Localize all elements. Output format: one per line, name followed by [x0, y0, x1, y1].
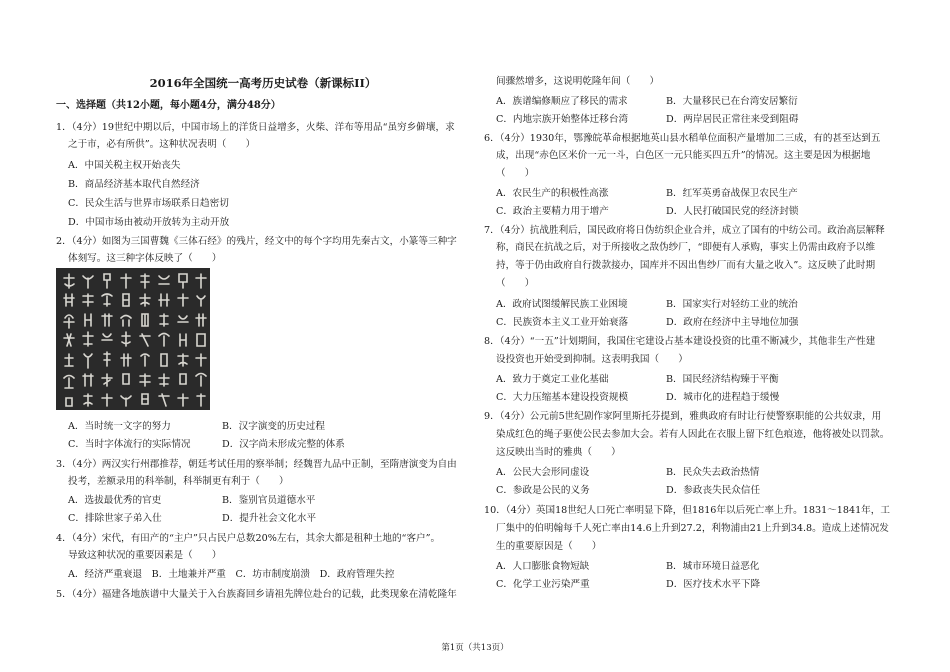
- question-10-stem: 厂集中的伯明翰每千人死亡率由14.6上升到27.2，利物浦由21上升到34.8。造成上述情况发: [496, 523, 889, 534]
- option-a: A．致力于奠定工业化基础: [496, 374, 609, 385]
- option-c: C．参政是公民的义务: [496, 485, 590, 496]
- question-2-stem: 2．（4分）如图为三国曹魏《三体石经》的残片，经文中的每个字均用先秦古文，小篆等三种字: [56, 236, 457, 247]
- option-a: A．族谱编修顺应了移民的需求: [496, 96, 628, 107]
- question-3-stem: 3．（4分）两汉实行州郡推荐，朝廷考试任用的察举制；经魏晋九品中正制，至隋唐演变为自由: [56, 459, 457, 470]
- question-9-stem: 这反映出当时的雅典（ ）: [496, 447, 621, 458]
- exam-title: 2016年全国统一高考历史试卷（新课标II）: [149, 76, 377, 90]
- option-a: A．公民大会形同虚设: [496, 467, 590, 478]
- option-c: C．化学工业污染严重: [496, 579, 590, 590]
- option-a: A．农民生产的积极性高涨: [496, 188, 609, 199]
- question-4-stem: 导致这种状况的重要因素是（ ）: [68, 550, 222, 561]
- option-b: B．国家实行对轻纺工业的统治: [666, 299, 798, 310]
- question-7-stem: 持，等于仍由政府自行拨款接办，国库并不因出售纱厂而有大量之收入”。这反映了此时期: [496, 260, 876, 271]
- option-b: B．大量移民已在台湾安居繁衍: [666, 96, 798, 107]
- question-6-stem: 6．（4分）1930年，鄂豫皖革命根据地英山县水稻单位面积产量增加二三成，有的甚至达到五: [484, 133, 881, 144]
- question-1-stem: 之于市，必有所供”。这种状况表明（ ）: [68, 139, 256, 150]
- question-5-stem: 5．（4分）福建各地族谱中大量关于入台族裔回乡请祖先牌位赴台的记载，此类现象在清乾隆年: [56, 589, 457, 600]
- option-d: D．中国市场由被动开放转为主动开放: [68, 217, 230, 228]
- option-c: C．排除世家子弟入仕: [68, 513, 162, 524]
- option-a: A．选拔最优秀的官吏: [68, 495, 162, 506]
- option-c: C．民众生活与世界市场联系日趋密切: [68, 198, 229, 209]
- option-b: B．汉字演变的历史过程: [222, 421, 325, 432]
- option-a: A．当时统一文字的努力: [68, 421, 171, 432]
- option-b: B．商品经济基本取代自然经济: [68, 179, 200, 190]
- option-c: C．大力压缩基本建设投资规模: [496, 392, 629, 403]
- option-d: D．城市化的进程趋于缓慢: [666, 392, 780, 403]
- option-a: A．中国关税主权开始丧失: [68, 160, 181, 171]
- option-d: D．提升社会文化水平: [222, 513, 317, 524]
- page-footer: 第1页（共13页）: [441, 643, 509, 653]
- question-8-stem: 设投资也开始受到抑制。这表明我国（ ）: [496, 354, 688, 365]
- option-c: C．民族资本主义工业开始衰落: [496, 317, 629, 328]
- question-4-options: A．经济严重衰退 B．土地兼并严重 C．坊市制度崩溃 D．政府管理失控: [68, 569, 395, 580]
- option-d: D．医疗技术水平下降: [666, 579, 761, 590]
- question-6-stem: 成，出现“赤色区米价一元一斗，白色区一元只能买四五升”的情况。这主要是因为根据地: [496, 150, 871, 161]
- option-b: B．国民经济结构臻于平衡: [666, 374, 779, 385]
- question-7-stem: 7．（4分）抗战胜利后，国民政府将日伪纺织企业合并，成立了国有的中纺公司。政治高层解释: [484, 225, 885, 236]
- option-c: C．内地宗族开始整体迁移台湾: [496, 114, 629, 125]
- question-8-stem: 8．（4分）“一五”计划期间，我国住宅建设占基本建设投资的比重不断减少，其他非生产性建: [484, 336, 876, 347]
- stone-classics-rubbing-image: [56, 268, 210, 410]
- option-b: B．城市环境日益恶化: [666, 561, 760, 572]
- option-b: B．民众失去政治热情: [666, 467, 760, 478]
- option-a: A．政府试图缓解民族工业困境: [496, 299, 628, 310]
- option-b: B．鉴别官员道德水平: [222, 495, 316, 506]
- option-d: D．两岸居民正常往来受到阻碍: [666, 114, 799, 125]
- question-10-stem: 10．（4分）英国18世纪人口死亡率明显下降，但1816年以后死亡率上升。1831～1841年，工: [484, 505, 890, 516]
- question-10-stem: 生的重要原因是（ ）: [496, 541, 602, 552]
- option-d: D．政府在经济中主导地位加强: [666, 317, 799, 328]
- question-9-stem: 9．（4分）公元前5世纪剧作家阿里斯托芬提到，雅典政府有时让行使警察职能的公共奴隶，用: [484, 411, 882, 422]
- question-2-stem: 体刻写。这三种字体反映了（ ）: [68, 253, 222, 264]
- option-a: A．人口膨胀食物短缺: [496, 561, 590, 572]
- question-4-stem: 4．（4分）宋代，有田产的“主户”只占民户总数20%左右，其余大都是租种土地的“客户”。: [56, 533, 441, 544]
- section-heading: 一、选择题（共12小题，每小题4分，满分48分）: [56, 100, 281, 111]
- question-1-stem: 1．（4分）19世纪中期以后，中国市场上的洋货日益增多，火柴、洋布等用品“虽穷乡僻壤，求: [56, 122, 455, 133]
- question-7-stem: （ ）: [496, 278, 535, 289]
- option-c: C．当时字体流行的实际情况: [68, 439, 191, 450]
- option-d: D．汉字尚未形成完整的体系: [222, 439, 345, 450]
- question-5-stem: 间骤然增多，这说明乾隆年间（ ）: [496, 76, 660, 87]
- option-c: C．政治主要精力用于增产: [496, 206, 609, 217]
- option-b: B．红军英勇奋战保卫农民生产: [666, 188, 798, 199]
- question-3-stem: 投考，差额录用的科举制，科举制更有利于（ ）: [68, 476, 289, 487]
- question-7-stem: 称，商民在抗战之后，对于所接收之敌伪纱厂，“即便有人承购，事实上仍需由政府予以维: [496, 242, 876, 253]
- question-9-stem: 染成红色的绳子驱使公民去参加大会。若有人因此在衣服上留下红色痕迹，他将被处以罚款。: [496, 429, 890, 440]
- option-d: D．参政丧失民众信任: [666, 485, 761, 496]
- rubbing-glyphs: [56, 268, 210, 410]
- question-6-stem: （ ）: [496, 168, 535, 179]
- option-d: D．人民打破国民党的经济封锁: [666, 206, 799, 217]
